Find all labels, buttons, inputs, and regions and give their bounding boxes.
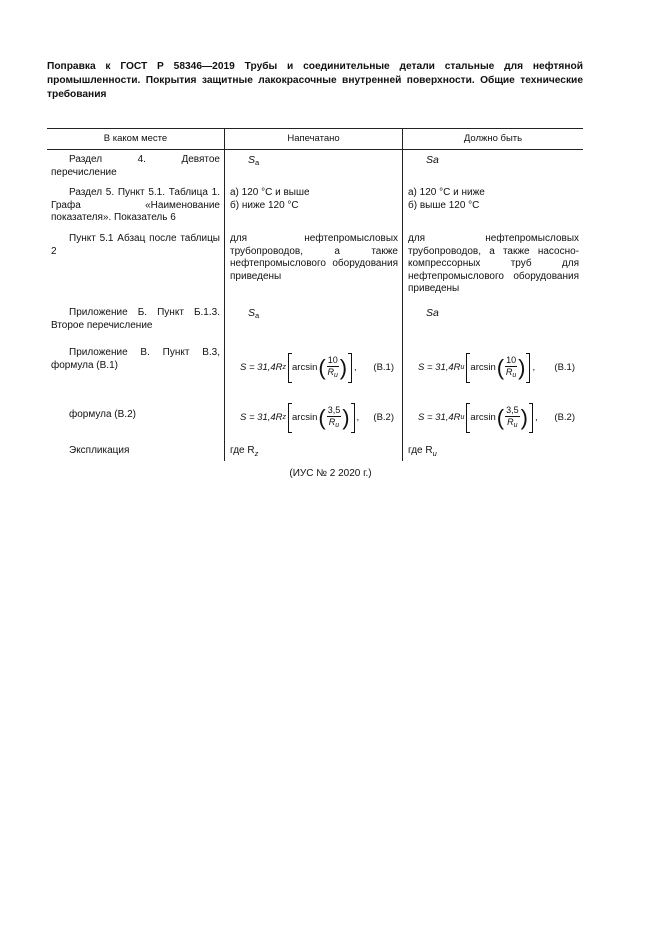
cell-place [47, 229, 224, 303]
header-printed: Напечатано [224, 129, 402, 149]
cell-place [47, 150, 224, 183]
expl-correct: где R [408, 445, 433, 456]
formula-printed: S = 31,4R z arcsin ( $\frac{3,5}{R_и}$ ) , (В.2) [230, 397, 398, 433]
header-place: В каком месте [103, 132, 168, 144]
equation-number: (В.2) [554, 411, 575, 423]
cell-correct [402, 343, 583, 393]
table-row [47, 150, 583, 183]
place-text: формула (В.2) [69, 409, 136, 420]
cell-correct [402, 150, 583, 183]
place-text: Раздел 5. Пункт 5.1. Таблица 1. Графа «Наименование показателя». Показатель 6 [51, 187, 220, 223]
formula-printed: S = 31,4R z arcsin ( $\frac{10}{R_и}$ ) , (В.1) [230, 347, 398, 383]
cell-printed [224, 393, 402, 437]
symbol-printed: $S_a$ [248, 154, 260, 167]
equation-number: (В.1) [554, 361, 575, 373]
symbol-correct: Sa [426, 154, 439, 166]
document-title: Поправка к ГОСТ Р 58346—2019 Трубы и соединительные детали стальные для нефтяной промышленности. Покрытия защитные лакокрасочные внутренней поверхности. Общие технические требования [47, 61, 583, 100]
formula-correct: S = 31,4R и arcsin ( $\frac{3,5}{R_и}$ ) , (В.2) [408, 397, 579, 433]
expl-printed: где R [230, 445, 255, 456]
cell-place [47, 183, 224, 229]
table-row [47, 229, 583, 303]
cell-correct: для нефтепромысловых трубопроводов, а также насосно-компрессорных труб для нефтепромыслового оборудования приведены [402, 229, 583, 303]
symbol-correct: Sa [426, 307, 439, 319]
place-text: Приложение В. Пункт В.3, формула (В.1) [51, 347, 220, 371]
list-item: а) 120 °С и ниже [408, 187, 485, 198]
publication-reference: (ИУС № 2 2020 г.) [289, 468, 372, 479]
formula-correct: S = 31,4R и arcsin ( $\frac{10}{R_и}$ ) , (В.1) [408, 347, 579, 383]
table-row [47, 303, 583, 343]
table-header [47, 129, 583, 150]
correction-table [47, 128, 583, 461]
cell-printed [224, 343, 402, 393]
cell-printed [224, 303, 402, 343]
table-row [47, 183, 583, 229]
list-item: б) выше 120 °С [408, 199, 480, 211]
place-text: Раздел 4. Девятое перечисление [51, 154, 220, 178]
symbol-printed: $S_a$ [248, 307, 260, 320]
table-row [47, 343, 583, 393]
table-row [47, 437, 583, 461]
cell-correct [402, 303, 583, 343]
cell-place [47, 437, 224, 461]
cell-printed: где $R_z$ [224, 437, 402, 461]
equation-number: (В.2) [373, 411, 394, 423]
cell-place [47, 343, 224, 393]
cell-printed [224, 150, 402, 183]
list-item: б) ниже 120 °С [230, 199, 299, 211]
place-text: Приложение Б. Пункт Б.1.3. Второе перечисление [51, 307, 220, 331]
table-row [47, 393, 583, 437]
header-correct: Должно быть [402, 129, 583, 149]
cell-correct [402, 393, 583, 437]
cell-place [47, 303, 224, 343]
cell-correct: где $R_и$ [402, 437, 583, 461]
cell-correct [402, 183, 583, 229]
list-item: а) 120 °С и выше [230, 187, 310, 198]
cell-printed [224, 183, 402, 229]
cell-printed: для нефтепромысловых трубопроводов, а также нефтепромыслового оборудования приведены [224, 229, 402, 303]
place-text: Экспликация [69, 445, 130, 456]
equation-number: (В.1) [373, 361, 394, 373]
place-text: Пункт 5.1 Абзац после таблицы 2 [51, 233, 220, 257]
cell-place [47, 393, 224, 437]
